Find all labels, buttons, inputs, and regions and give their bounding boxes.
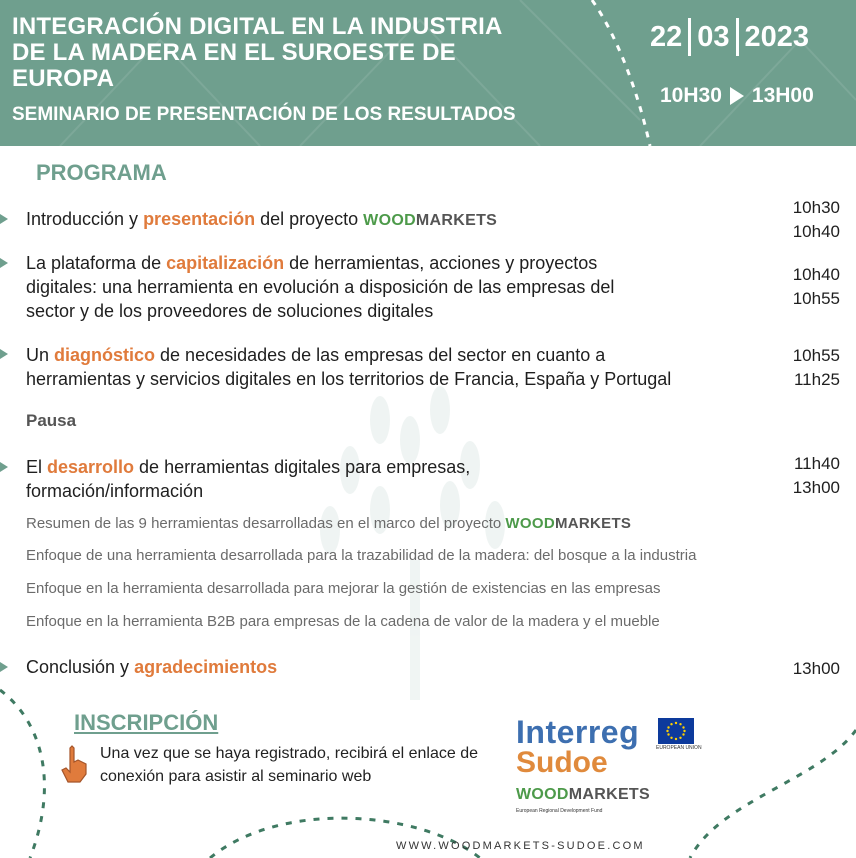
logo-text: MARKETS bbox=[415, 212, 498, 229]
item-highlight: desarrollo bbox=[47, 457, 135, 477]
pausa-label: Pausa bbox=[26, 411, 77, 430]
event-time bbox=[660, 84, 814, 108]
header-banner bbox=[0, 0, 856, 146]
item-time bbox=[793, 452, 840, 500]
item-time bbox=[793, 196, 840, 244]
sudoe-logo: Sudoe bbox=[516, 746, 608, 779]
date-day: 22 bbox=[650, 20, 683, 53]
logo-text: WOOD bbox=[505, 515, 555, 532]
item-text: Introducción y bbox=[26, 209, 144, 229]
program-item bbox=[26, 207, 766, 233]
program-item bbox=[26, 655, 766, 679]
logo-text: MARKETS bbox=[554, 515, 632, 532]
bullet-icon bbox=[0, 349, 8, 359]
item-time: 13h00 bbox=[792, 659, 840, 678]
item-text: digitales: una herramienta en evolución a disposición de las empresas del bbox=[26, 277, 615, 297]
event-date bbox=[650, 18, 809, 56]
bullet-icon bbox=[0, 258, 8, 268]
event-subtitle: SEMINARIO DE PRESENTACIÓN DE LOS RESULTADOS bbox=[12, 104, 516, 125]
item-text: del proyecto bbox=[255, 209, 364, 229]
logo-text: WOOD bbox=[516, 786, 569, 803]
program-item bbox=[26, 251, 766, 323]
item-text: formación/información bbox=[26, 481, 204, 501]
tree-watermark-icon bbox=[320, 386, 505, 700]
inscripcion-heading[interactable]: INSCRIPCIÓN bbox=[74, 710, 219, 735]
logo-text: MARKETS bbox=[568, 786, 650, 803]
bullet-icon bbox=[0, 462, 8, 472]
sub-item: Enfoque en la herramienta desarrollada para mejorar la gestión de existencias en las empresas bbox=[26, 580, 661, 597]
time-start: 10h40 bbox=[792, 265, 840, 284]
item-text: Un bbox=[26, 345, 55, 365]
title-line: EUROPA bbox=[12, 65, 115, 92]
programa-heading: PROGRAMA bbox=[36, 160, 167, 185]
date-month: 03 bbox=[697, 20, 730, 53]
item-time bbox=[793, 344, 840, 392]
time-end: 13H00 bbox=[751, 84, 814, 107]
item-text: La plataforma de bbox=[26, 253, 167, 273]
time-start: 10h30 bbox=[792, 198, 840, 217]
inscripcion-text: Una vez que se haya registrado, recibirá el enlace de conexión para asistir al seminario web bbox=[100, 745, 478, 785]
item-highlight: diagnóstico bbox=[54, 345, 156, 365]
time-end: 10h55 bbox=[792, 289, 840, 308]
event-title bbox=[12, 14, 612, 92]
date-separator bbox=[688, 18, 691, 56]
date-year: 2023 bbox=[744, 20, 810, 53]
bullet-icon bbox=[0, 662, 8, 672]
logo-text: WOOD bbox=[363, 212, 416, 229]
time-start: 10h55 bbox=[792, 346, 840, 365]
title-line: DE LA MADERA EN EL SUROESTE DE bbox=[12, 39, 456, 66]
website-link[interactable]: WWW.WOODMARKETS-SUDOE.COM bbox=[396, 840, 645, 852]
interreg-logo: Interreg bbox=[516, 714, 640, 750]
sub-item bbox=[26, 515, 631, 532]
time-start: 11h40 bbox=[793, 454, 840, 473]
item-text: de herramientas digitales para empresas, bbox=[134, 457, 471, 477]
bullet-icon bbox=[0, 214, 8, 224]
eu-flag-icon bbox=[658, 718, 694, 744]
program-item bbox=[26, 343, 766, 391]
sub-item-text: Resumen de las 9 herramientas desarrolladas en el marco del proyecto bbox=[26, 515, 506, 532]
program-item bbox=[26, 455, 766, 503]
sub-item: Enfoque de una herramienta desarrollada para la trazabilidad de la madera: del bosque a la industria bbox=[26, 547, 697, 564]
eu-label: EUROPEAN UNION bbox=[656, 745, 702, 751]
woodmarkets-logo bbox=[516, 786, 650, 804]
item-text: de necesidades de las empresas del sector en cuanto a bbox=[155, 345, 606, 365]
erdf-label: European Regional Development Fund bbox=[516, 808, 603, 814]
item-text: Conclusión y bbox=[26, 657, 135, 677]
date-separator bbox=[736, 18, 739, 56]
time-start: 10H30 bbox=[660, 84, 722, 107]
item-text: herramientas y servicios digitales en los territorios de Francia, España y Portugal bbox=[26, 369, 672, 389]
woodmarkets-logo bbox=[505, 515, 631, 532]
item-text: de herramientas, acciones y proyectos bbox=[284, 253, 598, 273]
item-time bbox=[793, 263, 840, 311]
time-end: 11h25 bbox=[793, 370, 840, 389]
item-text: El bbox=[26, 457, 48, 477]
item-highlight: presentación bbox=[143, 209, 256, 229]
time-end: 10h40 bbox=[792, 222, 840, 241]
item-highlight: capitalización bbox=[166, 253, 285, 273]
item-text: sector y de los proveedores de soluciones digitales bbox=[26, 301, 434, 321]
sub-item: Enfoque en la herramienta B2B para empresas de la cadena de valor de la madera y el mueble bbox=[26, 613, 660, 630]
pointing-hand-icon bbox=[58, 744, 90, 784]
woodmarkets-logo bbox=[363, 209, 497, 233]
time-end: 13h00 bbox=[792, 478, 840, 497]
play-arrow-icon bbox=[730, 87, 744, 105]
title-line: INTEGRACIÓN DIGITAL EN LA INDUSTRIA bbox=[12, 13, 503, 40]
item-highlight: agradecimientos bbox=[134, 657, 278, 677]
